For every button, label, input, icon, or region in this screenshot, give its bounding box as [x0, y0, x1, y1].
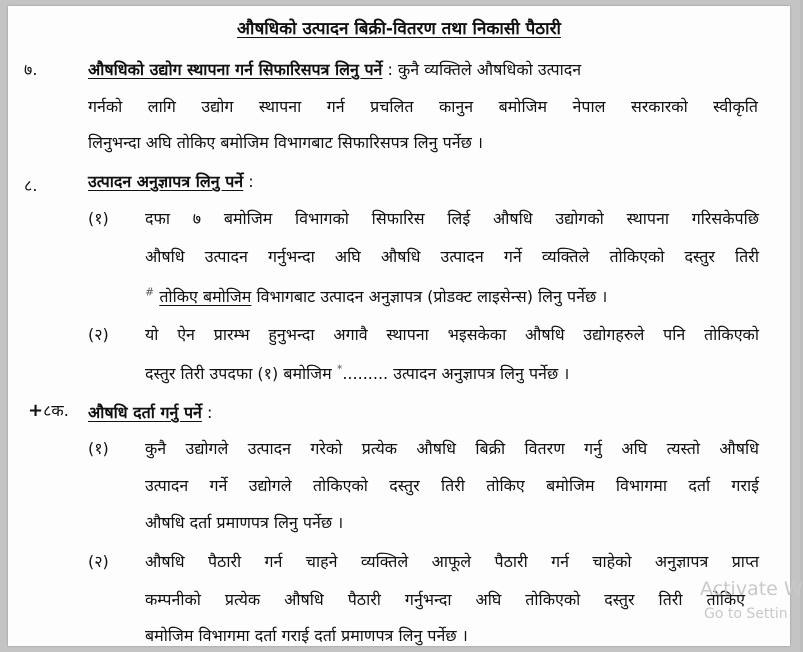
insertion-marker: +: [28, 400, 44, 421]
section-7-title: औषधिको उद्योग स्थापना गर्न सिफारिसपत्र लिनु पर्ने: [88, 60, 383, 79]
subsection-number: (१): [88, 439, 109, 458]
section-8-first-line: उत्पादन अनुज्ञापत्र लिनु पर्ने :: [88, 172, 254, 191]
subsection-line: औषधि दर्ता प्रमाणपत्र लिनु पर्नेछ ।: [145, 513, 344, 532]
page-title: औषधिको उत्पादन बिक्री-वितरण तथा निकासी पैठारी: [237, 19, 561, 39]
subsection-number: (१): [88, 209, 109, 228]
subsection-line: उत्पादन गर्ने उद्योगले तोकिएको दस्तुर तिरी तोकिए बमोजिम विभागमा दर्ता गराई: [145, 476, 759, 495]
section-7-line: लिनुभन्दा अघि तोकिए बमोजिम विभागबाट सिफारिसपत्र लिनु पर्नेछ ।: [88, 133, 483, 152]
section-8ka-first-line: औषधि दर्ता गर्नु पर्ने :: [88, 403, 213, 422]
subsection-line: दस्तुर तिरी उपदफा (१) बमोजिम *......... उत्पादन अनुज्ञापत्र लिनु पर्नेछ ।: [145, 362, 570, 383]
section-7-intro: : कुनै व्यक्तिले औषधिको उत्पादन: [382, 60, 582, 79]
section-8ka-number: +८क.: [28, 400, 69, 421]
document-page: [8, 6, 803, 646]
section-8-title: उत्पादन अनुज्ञापत्र लिनु पर्ने: [88, 172, 244, 191]
activation-watermark-subtitle: Go to Settin: [704, 606, 788, 622]
subsection-number: (२): [88, 325, 109, 344]
section-7-first-line: [88, 58, 581, 80]
amendment-marker: #: [145, 285, 155, 299]
subsection-line: औषधि उत्पादन गर्नुभन्दा अघि औषधि उत्पादन गर्ने व्यक्तिले तोकिएको दस्तुर तिरी: [145, 247, 759, 266]
underlined-phrase: तोकिए बमोजिम: [159, 287, 252, 306]
amendment-marker: *: [336, 362, 343, 376]
subsection-number: (२): [88, 552, 109, 571]
subsection-line: बमोजिम विभागमा दर्ता गराई दर्ता प्रमाणपत्र लिनु पर्नेछ ।: [145, 626, 468, 645]
section-7-number: ७.: [24, 60, 38, 79]
activation-watermark-title: Activate W: [700, 578, 803, 600]
section-8-number: ८.: [24, 176, 38, 195]
subsection-line: कम्पनीको प्रत्येक औषधि पैठारी गर्नुभन्दा अघि तोकिएको दस्तुर तिरी तोकिए: [145, 590, 745, 609]
section-8ka-title: औषधि दर्ता गर्नु पर्ने: [88, 403, 202, 422]
section-7-line: गर्नको लागि उद्योग स्थापना गर्न प्रचलित कानुन बमोजिम नेपाल सरकारको स्वीकृति: [88, 97, 758, 116]
subsection-line: यो ऐन प्रारम्भ हुनुभन्दा अगावै स्थापना भइसकेका औषधि उद्योगहरुले पनि तोकिएको: [145, 325, 759, 344]
subsection-line: दफा ७ बमोजिम विभागको सिफारिस लिई औषधि उद्योगको स्थापना गरिसकेपछि: [145, 209, 759, 228]
subsection-line: # तोकिए बमोजिम विभागबाट उत्पादन अनुज्ञापत्र (प्रोडक्ट लाइसेन्स) लिनु पर्नेछ ।: [145, 285, 608, 306]
subsection-line: कुनै उद्योगले उत्पादन गरेको प्रत्येक औषधि बिक्री वितरण गर्नु अघि त्यस्तो औषधि: [145, 439, 759, 458]
subsection-line: औषधि पैठारी गर्न चाहने व्यक्तिले आफूले पैठारी गर्न चाहेको अनुज्ञापत्र प्राप्त: [145, 552, 759, 571]
